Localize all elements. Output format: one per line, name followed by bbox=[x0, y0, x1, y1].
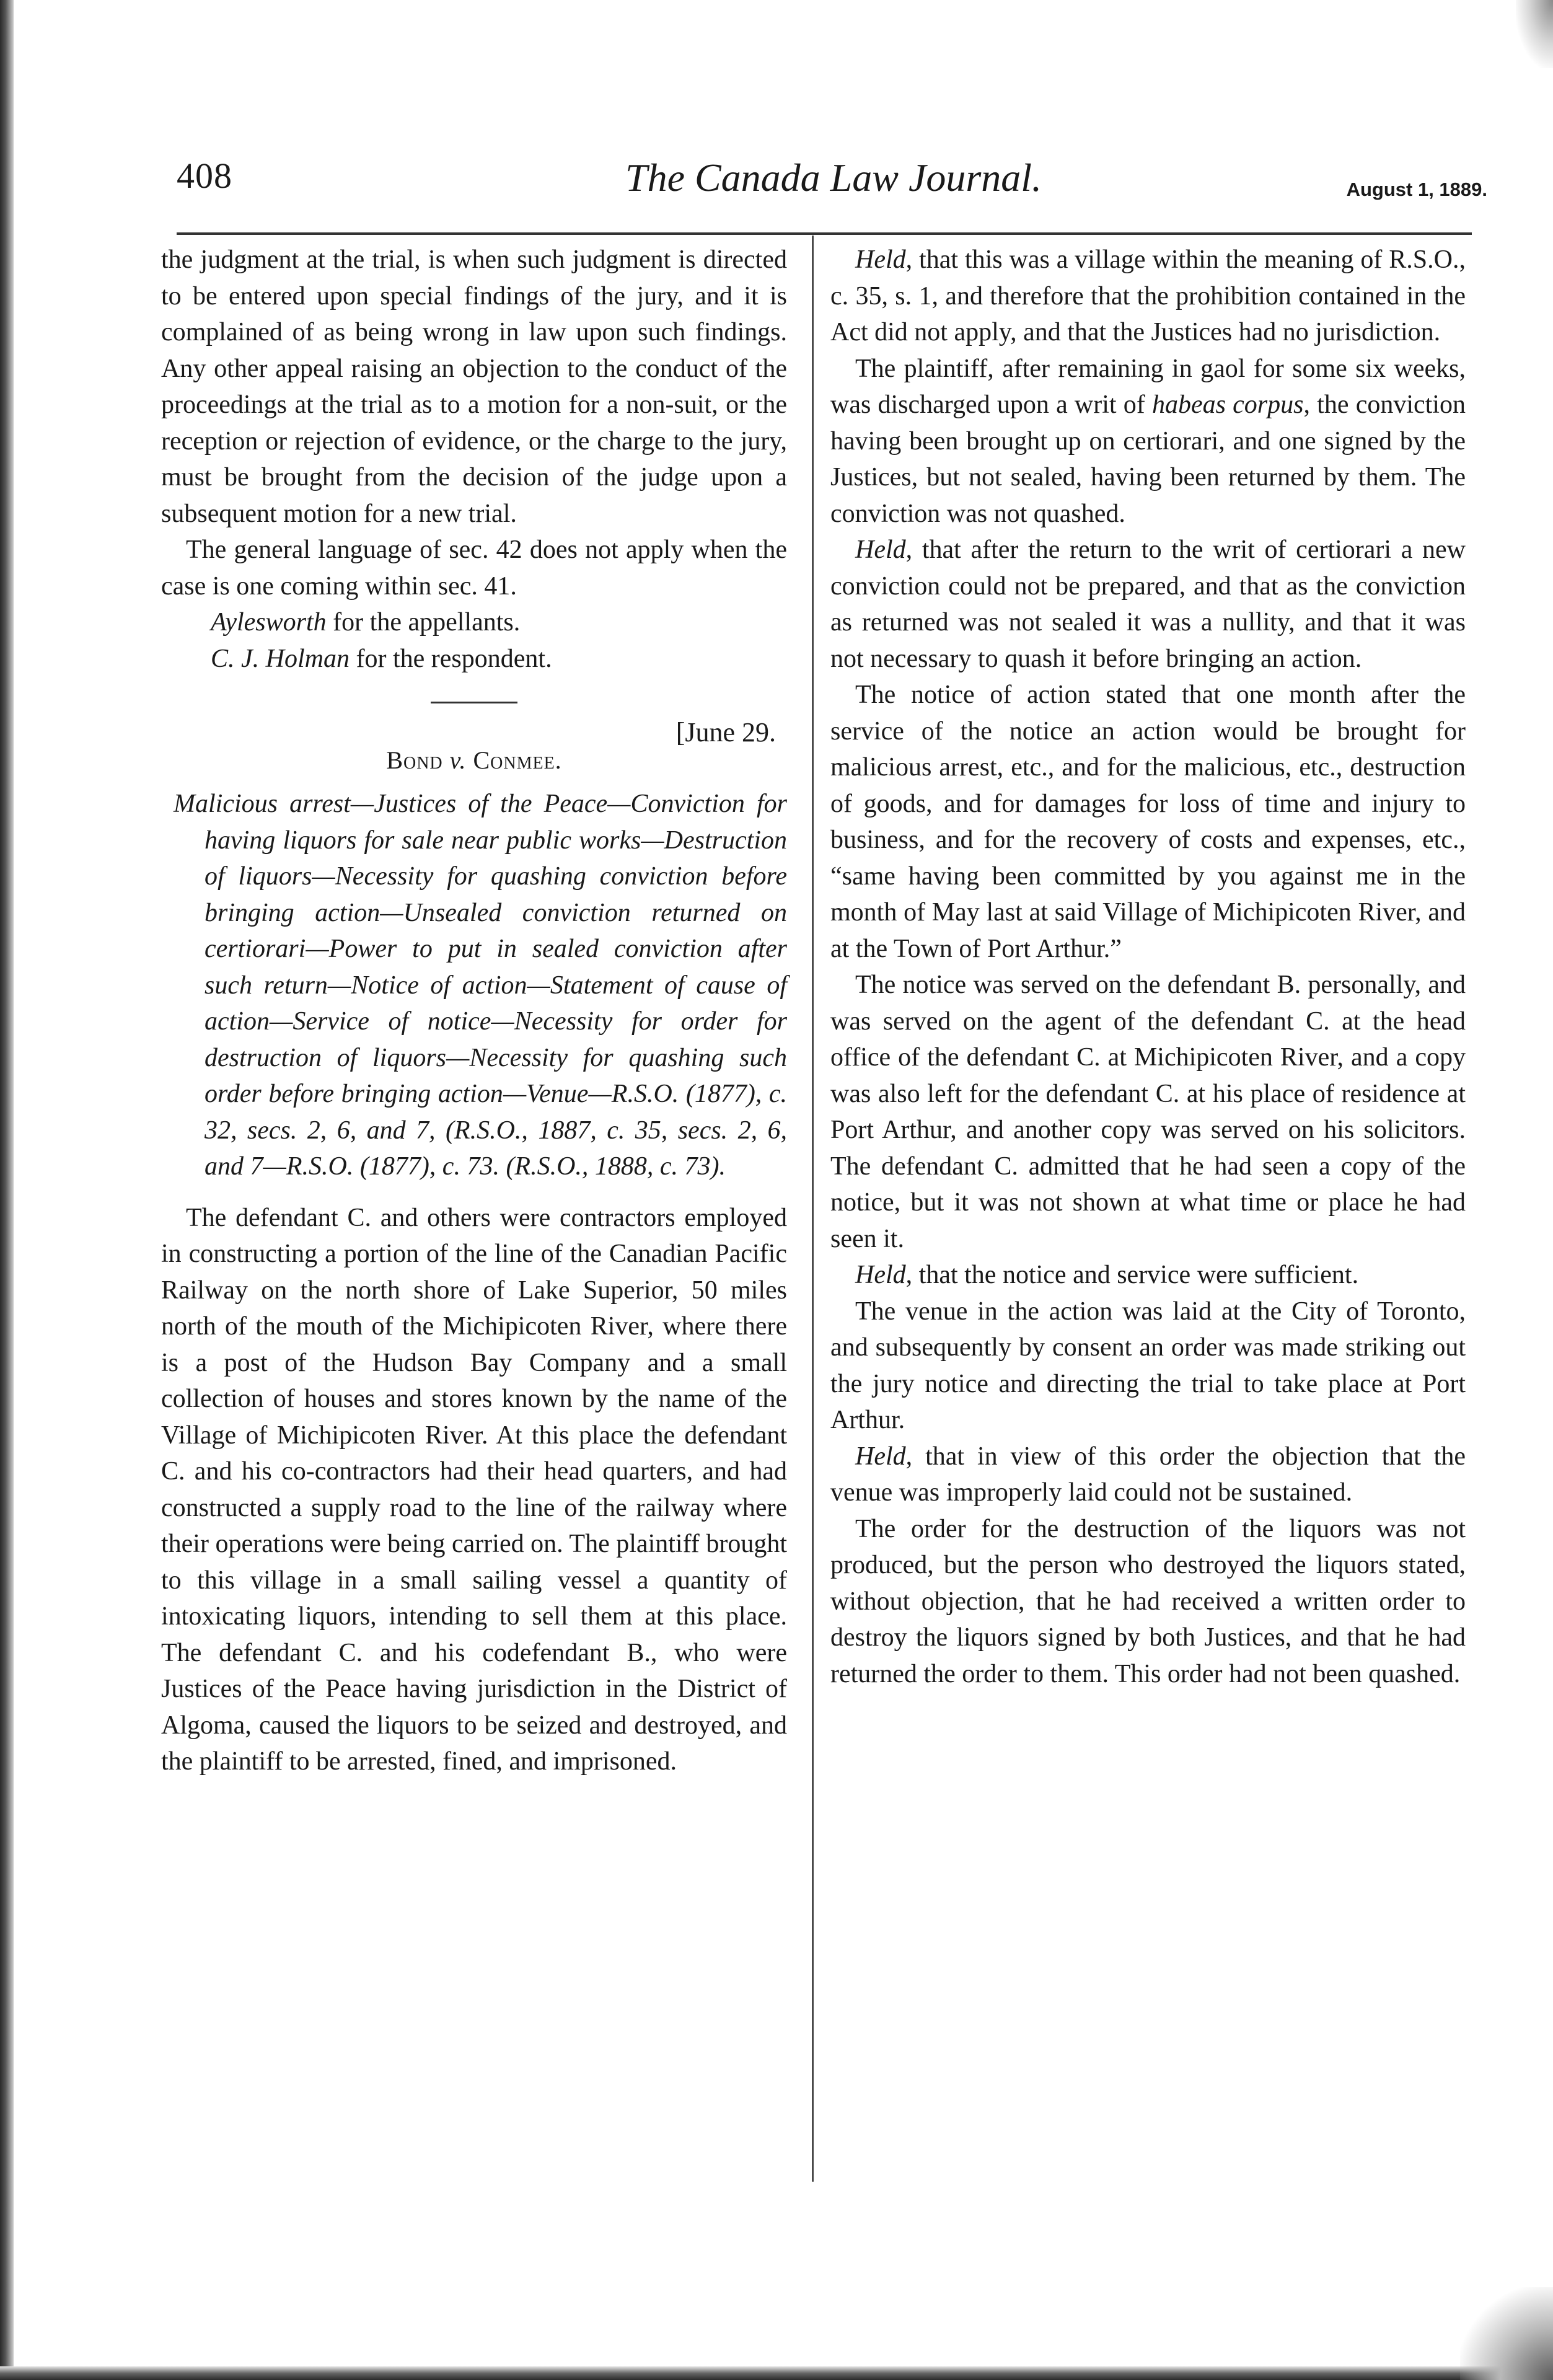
counsel-appellants-name: Aylesworth bbox=[211, 608, 327, 637]
case-date: [June 29. bbox=[675, 717, 776, 747]
header-rule bbox=[177, 232, 1472, 235]
journal-title: The Canada Law Journal. bbox=[625, 156, 1042, 200]
page-number: 408 bbox=[177, 156, 232, 196]
held-village bbox=[830, 242, 1466, 351]
held-notice-sufficient bbox=[830, 1257, 1466, 1294]
paragraph-venue: The venue in the action was laid at the City of Toronto, and subsequently by consent an order was made striking out the jury notice and directing the trial to take place at Port Arthur. bbox=[830, 1297, 1466, 1434]
paragraph-plaintiff-discharged bbox=[830, 351, 1466, 532]
plaintiff-text-2: , the conviction having been brought up on certiorari, and one signed by the Justices, but not sealed, having been returned by them. The conviction was not quashed. bbox=[830, 390, 1466, 528]
counsel-respondent-name: C. J. Holman bbox=[211, 644, 350, 673]
held-certiorari bbox=[830, 532, 1466, 677]
habeas-corpus: habeas corpus bbox=[1151, 390, 1304, 419]
paragraph-facts: The defendant C. and others were contractors employed in constructing a portion of the line of the Canadian Pacific Railway on the north shore of Lake Superior, 50 miles north of the mouth of the Michipicoten River, where there is a post of the Hudson Bay Company and a small collection of houses and stores known by the name of the Village of Michipicoten River. At this place the defendant C. and his co-contractors had their head quarters, and had constructed a supply road to the line of the railway where their operations were being carried on. The plaintiff brought to this village in a small sailing vessel a quantity of intoxicating liquors, intending to sell them at this place. The defendant C. and his codefendant B., who were Justices of the Peace having jurisdiction in the District of Algoma, caused the liquors to be seized and destroyed, and the plaintiff to be arrested, fined, and imprisoned. bbox=[161, 1203, 787, 1776]
held-certiorari-text: , that after the return to the writ of certiorari a new conviction could not be prepared, and that as the conviction as returned was not sealed it was a nullity, and that it was not necessary to quash it before bringing an action. bbox=[830, 536, 1466, 673]
held-label: Held bbox=[855, 536, 906, 564]
held-label: Held bbox=[855, 245, 906, 274]
plaintiff-text-1: The plaintiff, after remaining in gaol for some six weeks, was discharged upon a writ of bbox=[830, 354, 1466, 419]
held-label: Held bbox=[855, 1442, 906, 1471]
scan-edge-left bbox=[0, 0, 14, 2380]
column-divider bbox=[812, 236, 814, 2182]
case-title-versus: v. bbox=[442, 746, 473, 774]
section-rule bbox=[431, 702, 517, 703]
case-title-plaintiff: Bond bbox=[386, 746, 443, 774]
case-headnote: Malicious arrest—Justices of the Peace—Conviction for having liquors for sale near public works—Destruction of liquors—Necessity for quashing conviction before bringing action—Unsealed conviction returned on certiorari—Power to put in sealed conviction after such return—Notice of action—Statement of cause of action—Service of notice—Necessity for order for destruction of liquors—Necessity for quashing such order before bringing action—Venue—R.S.O. (1877), c. 32, secs. 2, 6, and 7, (R.S.O., 1887, c. 35, secs. 2, 6, and 7—R.S.O. (1877), c. 73. (R.S.O., 1888, c. 73). bbox=[174, 790, 787, 1181]
scan-corner-bottom-right bbox=[1460, 2287, 1553, 2380]
right-column bbox=[830, 242, 1466, 1692]
counsel-appellants bbox=[161, 604, 787, 641]
held-notice-text: , that the notice and service were sufficient. bbox=[905, 1261, 1359, 1289]
held-label: Held bbox=[855, 1261, 906, 1289]
counsel-appellants-text: for the appellants. bbox=[326, 608, 521, 637]
paragraph-continued: the judgment at the trial, is when such judgment is directed to be entered upon special findings of the jury, and it is complained of as being wrong in law upon such findings. Any other appeal raising an objection to the conduct of the proceedings at the trial as to a motion for a non-suit, or the reception or rejection of evidence, or the charge to the jury, must be brought from the decision of the judge upon a subsequent motion for a new trial. bbox=[161, 245, 787, 528]
paragraph-destruction-order: The order for the destruction of the liquors was not produced, but the person who destroyed the liquors stated, without objection, that he had received a written order to destroy the liquors signed by both Justices, and that he had returned the order to them. This order had not been quashed. bbox=[830, 1514, 1466, 1688]
paragraph-general-language: The general language of sec. 42 does not apply when the case is one coming within sec. 41. bbox=[161, 536, 787, 601]
left-column bbox=[161, 242, 787, 1780]
case-title-defendant: Conmee. bbox=[473, 746, 562, 774]
page-header bbox=[177, 146, 1487, 208]
issue-date: August 1, 1889. bbox=[1346, 178, 1487, 200]
held-venue bbox=[830, 1439, 1466, 1511]
held-village-text: , that this was a village within the meaning of R.S.O., c. 35, s. 1, and therefore that the prohibition contained in the Act did not apply, and that the Justices had no jurisdiction. bbox=[830, 245, 1466, 346]
counsel-respondent-text: for the respondent. bbox=[350, 644, 552, 673]
scan-edge-bottom bbox=[0, 2366, 1553, 2380]
paragraph-notice-of-action: The notice of action stated that one month after the service of the notice an action would be brought for malicious arrest, etc., and for the malicious, etc., destruction of goods, and for damages for loss of time and injury to business, and for the recovery of costs and expenses, etc., “same having been committed by you against me in the month of May last at said Village of Michipicoten River, and at the Town of Port Arthur.” bbox=[830, 681, 1466, 963]
paragraph-notice-served: The notice was served on the defendant B. personally, and was served on the agent of the defendant C. at the head office of the defendant C. at Michipicoten River, and a copy was also left for the defendant C. at his place of residence at Port Arthur, and another copy was served on his solicitors. The defendant C. admitted that he had seen a copy of the notice, but it was not shown at what time or place he had seen it. bbox=[830, 971, 1466, 1253]
held-venue-text: , that in view of this order the objection that the venue was improperly laid could not be sustained. bbox=[830, 1442, 1466, 1507]
counsel-respondent bbox=[161, 641, 787, 677]
scan-corner-top-right bbox=[1516, 0, 1553, 68]
